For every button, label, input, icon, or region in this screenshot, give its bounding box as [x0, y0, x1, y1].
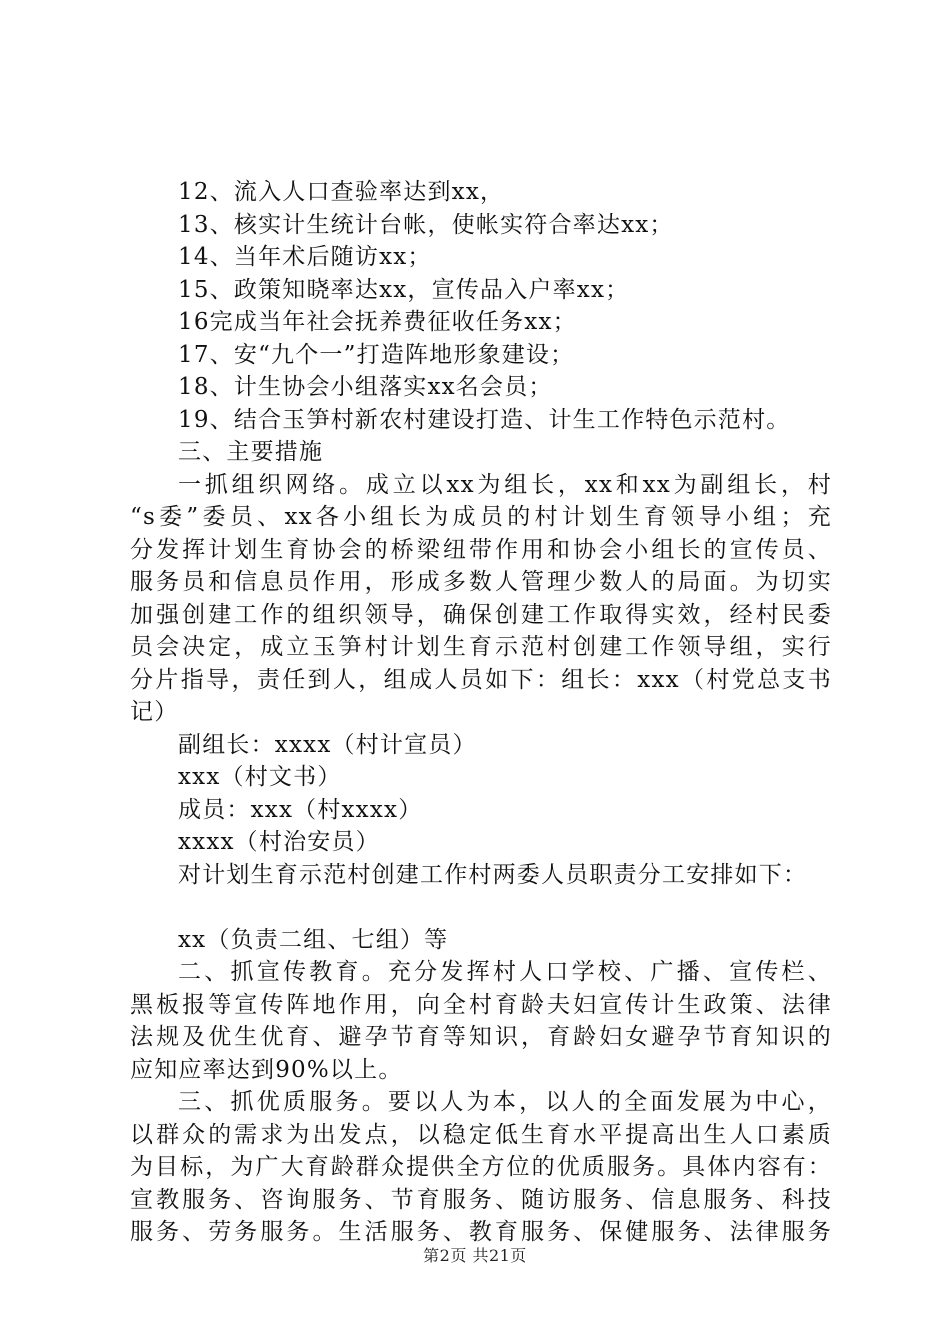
text-line-30: 以群众的需求为出发点，以稳定低生育水平提高出生人口素质 [130, 1121, 832, 1148]
text-line-25: 二、抓宣传教育。充分发挥村人口学校、广播、宣传栏、 [178, 959, 832, 985]
text-line-33: 服务、劳务服务。生活服务、教育服务、保健服务、法律服务 [130, 1219, 832, 1245]
text-line-13: 服务员和信息员作用，形成多数人管理少数人的局面。为切实 [130, 569, 832, 595]
text-line-17: 记） [130, 699, 179, 725]
text-line-01: 12、流入人口查验率达到xx， [178, 179, 505, 205]
text-line-26: 黑板报等宣传阵地作用，向全村育龄夫妇宣传计生政策、法律 [130, 991, 832, 1018]
section-heading: 三、主要措施 [178, 439, 324, 465]
text-line-20: 成员：xxx（村xxxx） [178, 796, 423, 823]
text-line-22: 对计划生育示范村创建工作村两委人员职责分工安排如下： [178, 861, 808, 888]
text-line-04: 15、政策知晓率达xx，宣传品入户率xx； [178, 276, 630, 303]
page-number-footer: 第2页 共21页 [423, 1246, 527, 1265]
text-line-19: xxx（村文书） [178, 764, 342, 790]
text-line-32: 宣教服务、咨询服务、节育服务、随访服务、信息服务、科技 [130, 1186, 832, 1213]
text-line-03: 14、当年术后随访xx； [178, 244, 432, 270]
text-line-12: 分发挥计划生育协会的桥梁纽带作用和协会小组长的宣传员、 [130, 536, 832, 563]
text-line-08: 19、结合玉笋村新农村建设打造、计生工作特色示范村。 [178, 406, 791, 433]
text-line-18: 副组长：xxxx（村计宣员） [178, 731, 477, 758]
text-line-27: 法规及优生优育、避孕节育等知识，育龄妇女避孕节育知识的 [130, 1024, 832, 1050]
text-line-06: 17、安“九个一”打造阵地形象建设； [178, 341, 575, 368]
text-line-14: 加强创建工作的组织领导，确保创建工作取得实效，经村民委 [130, 601, 832, 628]
text-line-24: xx（负责二组、七组）等 [178, 926, 449, 953]
text-line-02: 13、核实计生统计台帐，使帐实符合率达xx； [178, 211, 674, 238]
text-line-31: 为目标，为广大育龄群众提供全方位的优质服务。具体内容有： [130, 1154, 832, 1180]
text-line-11: “s委”委员、xx各小组长为成员的村计划生育领导小组；充 [130, 504, 832, 530]
text-line-28: 应知应率达到90%以上。 [130, 1056, 403, 1083]
text-line-05: 16完成当年社会抚养费征收任务xx； [178, 309, 577, 335]
text-line-21: xxxx（村治安员） [178, 829, 380, 855]
text-line-16: 分片指导，责任到人，组成人员如下：组长：xxx（村党总支书 [130, 666, 832, 693]
text-line-15: 员会决定，成立玉笋村计划生育示范村创建工作领导组，实行 [130, 634, 832, 660]
document-body [130, 176, 832, 1249]
text-line-10: 一抓组织网络。成立以xx为组长，xx和xx为副组长，村 [178, 471, 832, 498]
text-line-07: 18、计生协会小组落实xx名会员； [178, 374, 553, 400]
text-line-29: 三、抓优质服务。要以人为本，以人的全面发展为中心， [178, 1089, 832, 1115]
blank-line [130, 891, 832, 924]
